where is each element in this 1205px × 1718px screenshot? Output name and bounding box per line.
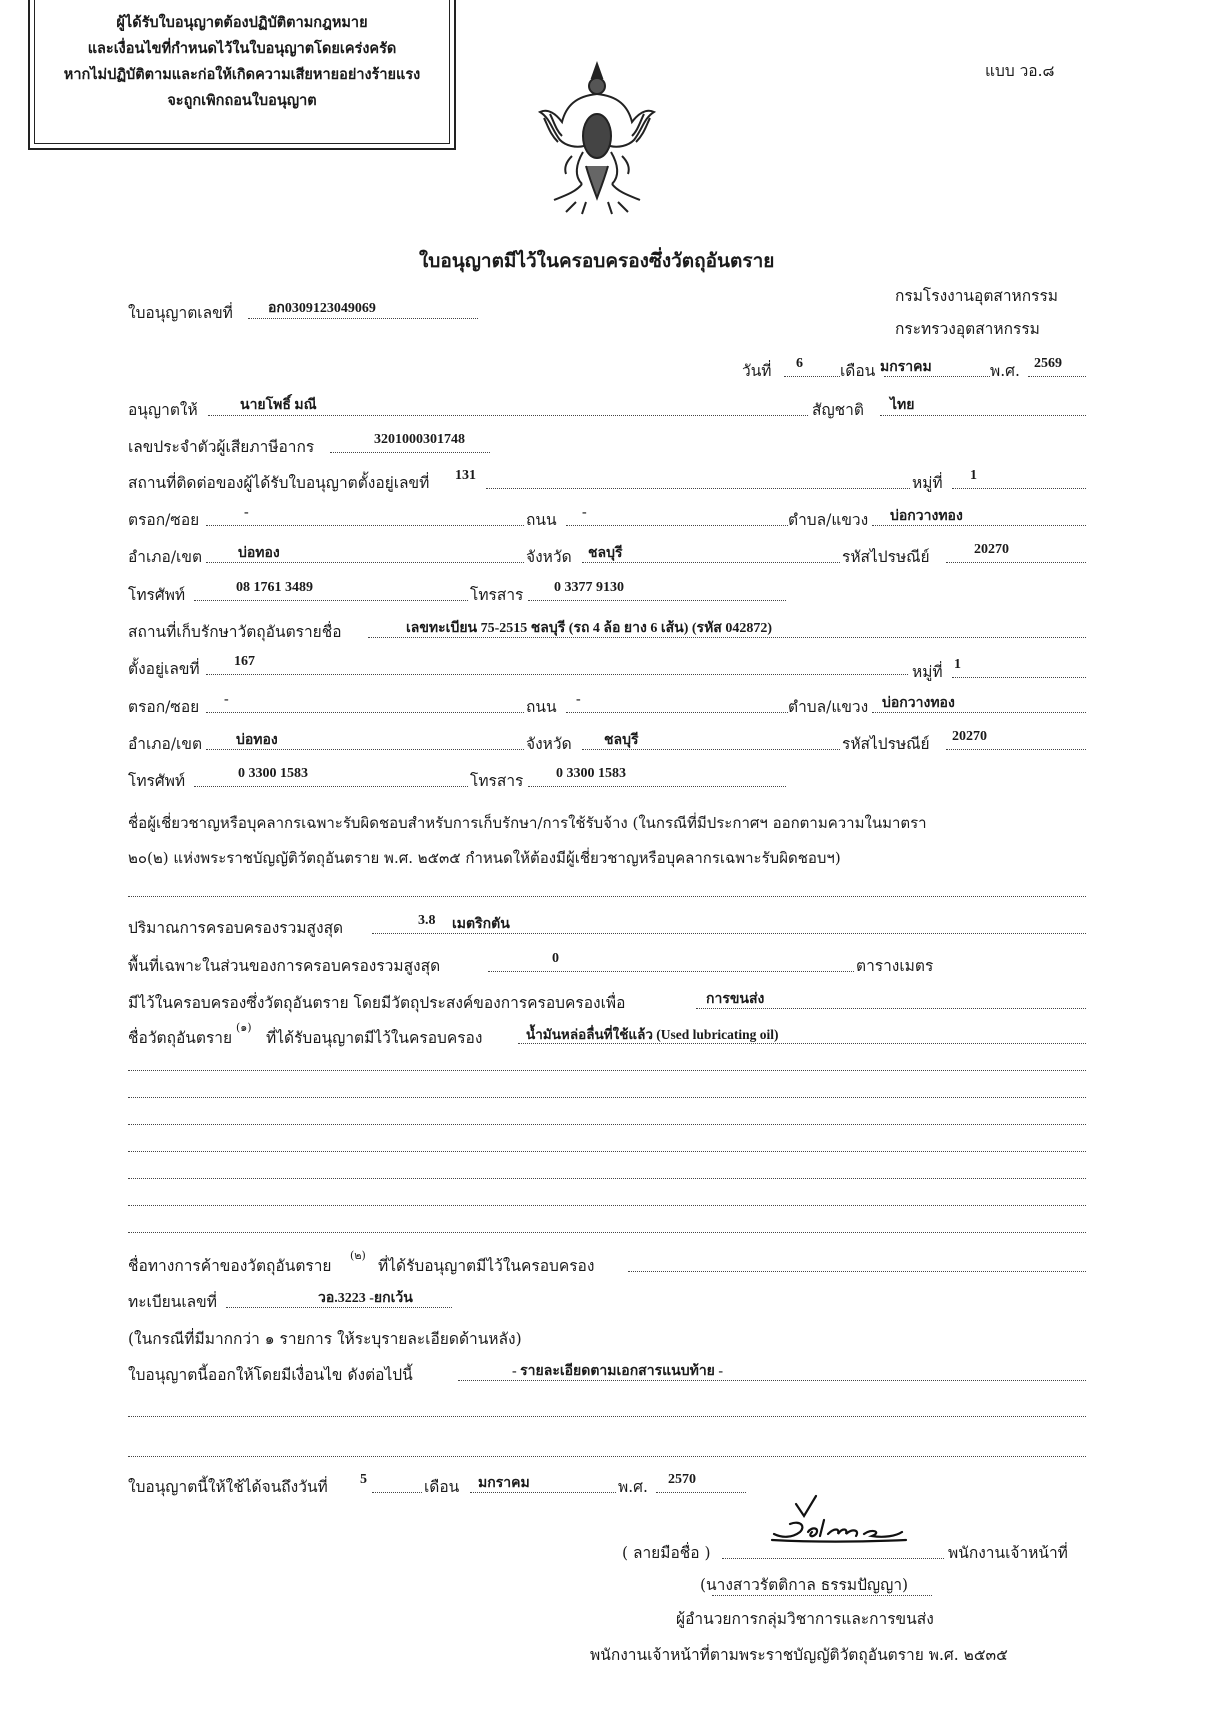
address-road: -: [582, 505, 587, 520]
storage-name-label: สถานที่เก็บรักษาวัตถุอันตรายชื่อ: [128, 623, 342, 641]
phone-label: โทรศัพท์: [128, 586, 186, 604]
signatory-name: (นางสาวรัตติกาล ธรรมปัญญา): [700, 1576, 909, 1594]
conditions-value: - รายละเอียดตามเอกสารแนบท้าย -: [512, 1364, 724, 1379]
registration-label: ทะเบียนเลขที่: [128, 1293, 217, 1311]
address-moo-label: หมู่ที่: [912, 474, 943, 492]
signature-label: ( ลายมือชื่อ ): [622, 1544, 711, 1562]
valid-until-year: 2570: [668, 1472, 696, 1487]
address-province: ชลบุรี: [588, 546, 623, 561]
form-code: แบบ วอ.๘: [985, 62, 1055, 80]
license-number-label: ใบอนุญาตเลขที่: [128, 304, 233, 322]
storage-name: เลขทะเบียน 75-2515 ชลบุรี (รถ 4 ล้อ ยาง 6 เส้น) (รหัส 042872): [406, 621, 773, 636]
phone: 08 1761 3489: [236, 580, 313, 595]
valid-until-year-label: พ.ศ.: [618, 1478, 648, 1496]
nationality: ไทย: [890, 398, 915, 413]
tax-id-label: เลขประจำตัวผู้เสียภาษีอากร: [128, 438, 315, 456]
address-district-label: อำเภอ/เขต: [128, 548, 203, 566]
registration-value: วอ.3223 -ยกเว้น: [318, 1291, 413, 1306]
quantity-value: 3.8: [418, 913, 436, 928]
storage-fax: 0 3300 1583: [556, 766, 626, 781]
address-soi: -: [244, 505, 249, 520]
licensee-name-label: อนุญาตให้: [128, 401, 198, 419]
department-name: กรมโรงงานอุตสาหกรรม: [895, 287, 1059, 305]
valid-until-month-label: เดือน: [424, 1478, 460, 1496]
storage-house-no: 167: [234, 654, 255, 669]
fax: 0 3377 9130: [554, 580, 624, 595]
area-value: 0: [552, 951, 559, 966]
document-title: ใบอนุญาตมีไว้ในครอบครองซึ่งวัตถุอันตราย: [419, 250, 775, 272]
conditions-label: ใบอนุญาตนี้ออกให้โดยมีเงื่อนไข ดังต่อไปนี้: [128, 1366, 413, 1384]
signatory-position: ผู้อำนวยการกลุ่มวิชาการและการขนส่ง: [676, 1610, 934, 1628]
substance-label-2: ที่ได้รับอนุญาตมีไว้ในครอบครอง: [266, 1029, 483, 1047]
storage-soi-label: ตรอก/ซอย: [128, 698, 200, 716]
signatory-role: พนักงานเจ้าหน้าที่: [948, 1544, 1068, 1562]
storage-fax-label: โทรสาร: [470, 772, 524, 790]
area-unit: ตารางเมตร: [856, 957, 934, 975]
licensee-name: นายโพธิ์ มณี: [240, 398, 317, 413]
address-postcode: 20270: [974, 542, 1009, 557]
valid-until-day: 5: [360, 1472, 367, 1487]
address-postcode-label: รหัสไปรษณีย์: [842, 548, 930, 566]
more-items-note: (ในกรณีที่มีมากกว่า ๑ รายการ ให้ระบุรายละเอียดด้านหลัง): [128, 1330, 522, 1348]
purpose-label: มีไว้ในครอบครองซึ่งวัตถุอันตราย โดยมีวัตถุประสงค์ของการครอบครองเพื่อ: [128, 994, 626, 1012]
trade-name-label-2: ที่ได้รับอนุญาตมีไว้ในครอบครอง: [378, 1257, 595, 1275]
fax-label: โทรสาร: [470, 586, 524, 604]
issue-year: 2569: [1034, 356, 1062, 371]
address-road-label: ถนน: [526, 511, 557, 529]
issue-month-label: เดือน: [840, 362, 876, 380]
storage-province: ชลบุรี: [604, 733, 639, 748]
storage-moo-label: หมู่ที่: [912, 663, 943, 681]
storage-postcode-label: รหัสไปรษณีย์: [842, 735, 930, 753]
storage-soi: -: [224, 692, 229, 707]
storage-house-label: ตั้งอยู่เลขที่: [128, 660, 200, 678]
expert-line-1: ชื่อผู้เชี่ยวชาญหรือบุคลากรเฉพาะรับผิดชอบสำหรับการเก็บรักษา/การใช้รับจ้าง (ในกรณีที่มีประกาศฯ ออกตามความในมาตรา: [128, 814, 927, 832]
trade-name-note: (๒): [350, 1249, 366, 1262]
address-subdistrict-label: ตำบล/แขวง: [788, 511, 869, 529]
storage-road: -: [576, 692, 581, 707]
storage-phone-label: โทรศัพท์: [128, 772, 186, 790]
valid-until-month: มกราคม: [478, 1476, 530, 1491]
area-label: พื้นที่เฉพาะในส่วนของการครอบครองรวมสูงสุด: [128, 957, 441, 975]
storage-province-label: จังหวัด: [526, 735, 572, 753]
address-label: สถานที่ติดต่อของผู้ได้รับใบอนุญาตตั้งอยู่เลขที่: [128, 474, 430, 492]
storage-subdistrict: บ่อกวางทอง: [882, 696, 955, 711]
garuda-emblem-icon: [536, 56, 658, 216]
address-house-no: 131: [455, 468, 476, 483]
expert-line-2: ๒๐(๒) แห่งพระราชบัญญัติวัตถุอันตราย พ.ศ. ๒๕๓๕ กำหนดให้ต้องมีผู้เชี่ยวชาญหรือบุคลากรเฉพาะรับผิดชอบฯ): [128, 849, 841, 867]
issue-day-label: วันที่: [742, 362, 772, 380]
storage-postcode: 20270: [952, 729, 987, 744]
trade-name-label: ชื่อทางการค้าของวัตถุอันตราย: [128, 1257, 332, 1275]
storage-subdistrict-label: ตำบล/แขวง: [788, 698, 869, 716]
address-soi-label: ตรอก/ซอย: [128, 511, 200, 529]
nationality-label: สัญชาติ: [812, 401, 864, 419]
ministry-name: กระทรวงอุตสาหกรรม: [895, 320, 1040, 338]
address-province-label: จังหวัด: [526, 548, 572, 566]
tax-id: 3201000301748: [374, 432, 465, 447]
signatory-authority: พนักงานเจ้าหน้าที่ตามพระราชบัญญัติวัตถุอันตราย พ.ศ. ๒๕๓๕: [590, 1646, 1008, 1664]
valid-until-label: ใบอนุญาตนี้ให้ใช้ได้จนถึงวันที่: [128, 1478, 328, 1496]
issue-month: มกราคม: [880, 360, 932, 375]
storage-road-label: ถนน: [526, 698, 557, 716]
storage-phone: 0 3300 1583: [238, 766, 308, 781]
address-moo: 1: [970, 468, 977, 483]
warning-line-4: จะถูกเพิกถอนใบอนุญาต: [167, 93, 317, 109]
substance-value: น้ำมันหล่อลื่นที่ใช้แล้ว (Used lubricating oil): [526, 1027, 779, 1042]
warning-line-3: หากไม่ปฏิบัติตามและก่อให้เกิดความเสียหายอย่างร้ายแรง: [63, 67, 421, 83]
license-number: อก0309123049069: [268, 301, 376, 316]
address-district: บ่อทอง: [238, 546, 280, 561]
handwritten-signature: [760, 1490, 910, 1552]
quantity-label: ปริมาณการครอบครองรวมสูงสุด: [128, 919, 344, 937]
storage-district: บ่อทอง: [236, 733, 278, 748]
warning-line-2: และเงื่อนไขที่กำหนดไว้ในใบอนุญาตโดยเคร่งครัด: [87, 41, 397, 57]
address-subdistrict: บ่อกวางทอง: [890, 509, 963, 524]
quantity-unit: เมตริกตัน: [452, 917, 510, 932]
purpose-value: การขนส่ง: [706, 992, 765, 1007]
substance-note: (๑): [236, 1021, 252, 1034]
warning-box: [28, 0, 456, 150]
issue-year-label: พ.ศ.: [990, 362, 1020, 380]
storage-moo: 1: [954, 657, 961, 672]
substance-label: ชื่อวัตถุอันตราย: [128, 1029, 233, 1047]
storage-district-label: อำเภอ/เขต: [128, 735, 203, 753]
issue-day: 6: [796, 356, 803, 371]
warning-line-1: ผู้ได้รับใบอนุญาตต้องปฏิบัติตามกฎหมาย: [116, 15, 368, 31]
